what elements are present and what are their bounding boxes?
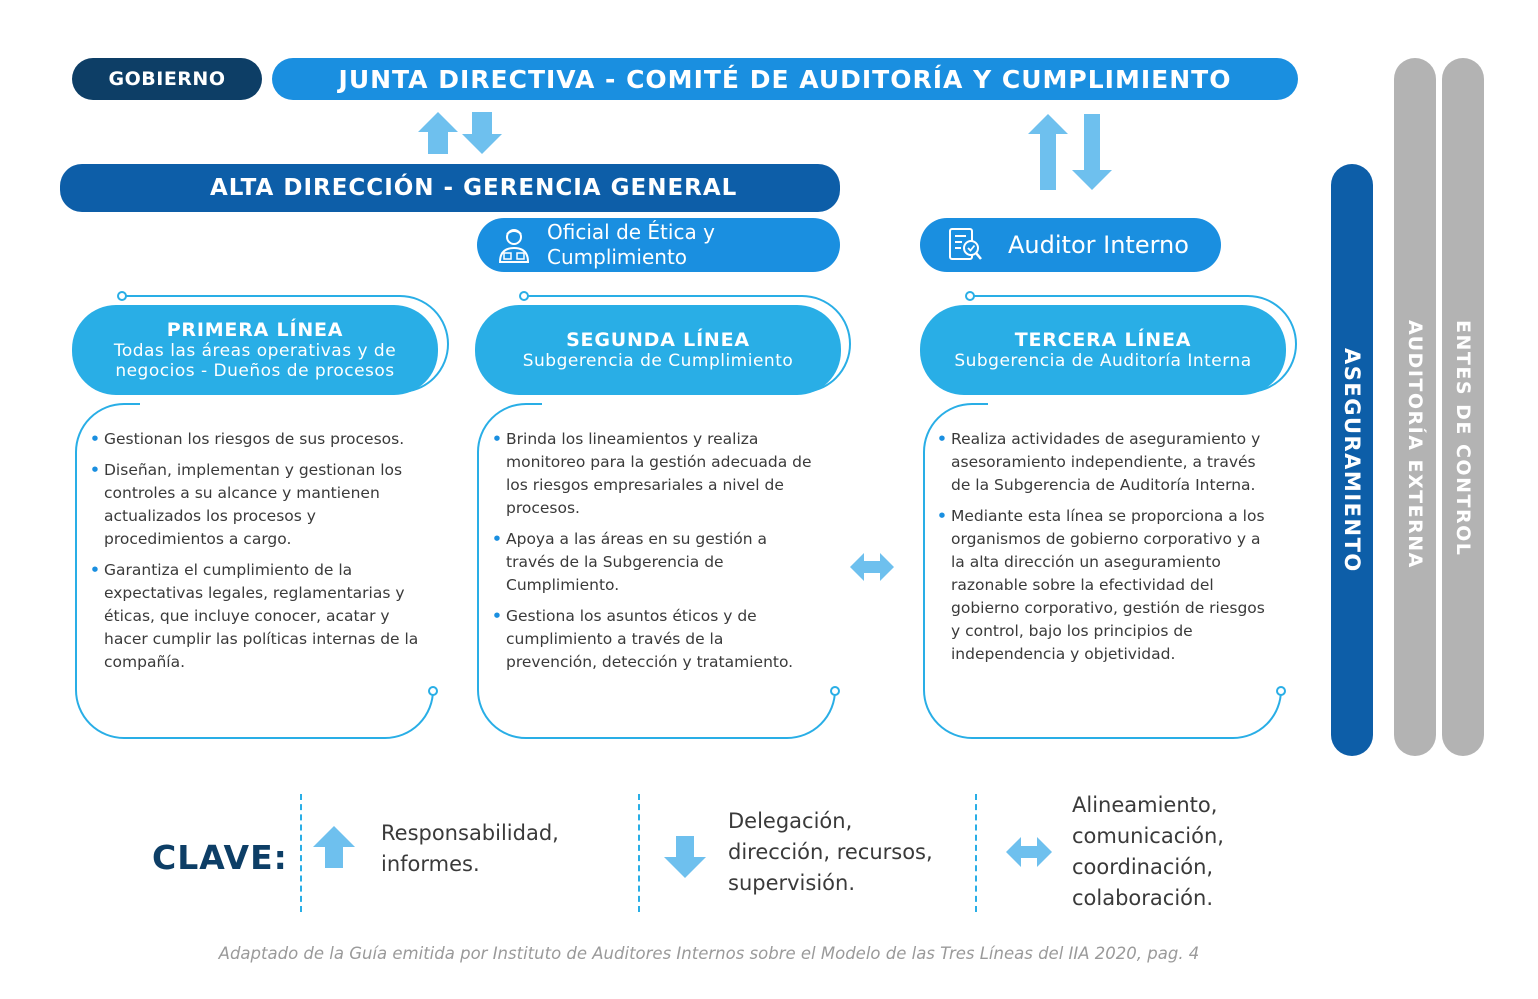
aseguramiento-label: ASEGURAMIENTO	[1340, 347, 1364, 573]
double-arrow-icon	[850, 551, 894, 583]
segunda-linea-header	[475, 305, 841, 395]
down-arrow-icon	[664, 836, 706, 878]
primera-linea-sub1: Todas las áreas operativas y de	[113, 341, 397, 361]
tercera-linea-title: TERCERA LÍNEA	[1014, 329, 1192, 351]
source-footnote: Adaptado de la Guía emitida por Instituto de Auditores Internos sobre el Modelo de las Tres Líneas del IIA 2020, pag. 4	[218, 944, 1200, 963]
gobierno-label: GOBIERNO	[72, 58, 262, 100]
list-item: • Gestionan los riesgos de sus procesos.	[90, 428, 420, 451]
segunda-linea-body	[492, 428, 812, 682]
segunda-linea-title: SEGUNDA LÍNEA	[566, 329, 750, 351]
tercera-linea-sub1: Subgerencia de Auditoría Interna	[954, 351, 1252, 371]
auditor-label: Auditor Interno	[1008, 231, 1189, 259]
key-up-line2: informes.	[381, 852, 480, 876]
primera-linea-body	[90, 428, 420, 682]
list-item: • Brinda los lineamientos y realiza monitoreo para la gestión adecuada de los riesgos empresariales a nivel de procesos.	[492, 428, 812, 520]
entes-control-label: ENTES DE CONTROL	[1452, 320, 1474, 557]
tercera-linea-header	[920, 305, 1286, 395]
oficial-label-2: Cumplimiento	[547, 245, 688, 269]
double-arrow-icon	[1006, 836, 1052, 868]
auditoria-externa-bar	[1394, 58, 1436, 756]
oficial-label-1: Oficial de Ética y	[547, 220, 715, 244]
primera-linea-header	[72, 305, 438, 395]
key-both-line3: coordinación,	[1072, 855, 1214, 879]
key-up-text	[381, 818, 559, 880]
junta-directiva-bar: JUNTA DIRECTIVA - COMITÉ DE AUDITORÍA Y CUMPLIMIENTO	[272, 58, 1298, 100]
up-arrow-icon	[313, 826, 355, 868]
key-down-line3: supervisión.	[728, 871, 856, 895]
key-down-line1: Delegación,	[728, 809, 853, 833]
list-item: • Garantiza el cumplimiento de la expectativas legales, reglamentarias y éticas, que incluye conocer, acatar y hacer cumplir las políticas internas de la compañía.	[90, 559, 420, 674]
primera-linea-title: PRIMERA LÍNEA	[166, 319, 344, 341]
auditoria-externa-label: AUDITORÍA EXTERNA	[1404, 320, 1426, 569]
primera-linea-sub2: negocios - Dueños de procesos	[115, 361, 395, 381]
segunda-linea-sub1: Subgerencia de Cumplimiento	[522, 351, 794, 371]
list-item: • Diseñan, implementan y gestionan los controles a su alcance y mantienen actualizados los procesos y procedimientos a cargo.	[90, 459, 420, 551]
key-both-text	[1072, 790, 1224, 914]
key-down-text	[728, 806, 933, 899]
key-both-line4: colaboración.	[1072, 886, 1213, 910]
alta-direccion-bar: ALTA DIRECCIÓN - GERENCIA GENERAL	[60, 164, 840, 212]
aseguramiento-bar	[1331, 164, 1373, 756]
list-item: • Gestiona los asuntos éticos y de cumplimiento a través de la prevención, detección y tratamiento.	[492, 605, 812, 674]
divider	[300, 794, 302, 912]
key-down-line2: dirección, recursos,	[728, 840, 933, 864]
key-both-line1: Alineamiento,	[1072, 793, 1218, 817]
divider	[975, 794, 977, 912]
key-up-line1: Responsabilidad,	[381, 821, 559, 845]
list-item: • Mediante esta línea se proporciona a los organismos de gobierno corporativo y a la alta dirección un aseguramiento razonable sobre la efectividad del gobierno corporativo, gestión de riesgos y control, bajo los principios de independencia y objetividad.	[937, 505, 1267, 666]
list-item: • Apoya a las áreas en su gestión a través de la Subgerencia de Cumplimiento.	[492, 528, 812, 597]
entes-control-bar	[1442, 58, 1484, 756]
divider	[638, 794, 640, 912]
list-item: • Realiza actividades de aseguramiento y asesoramiento independiente, a través de la Subgerencia de Auditoría Interna.	[937, 428, 1267, 497]
clave-label: CLAVE:	[152, 838, 288, 877]
key-both-line2: comunicación,	[1072, 824, 1224, 848]
tercera-linea-body	[937, 428, 1267, 674]
